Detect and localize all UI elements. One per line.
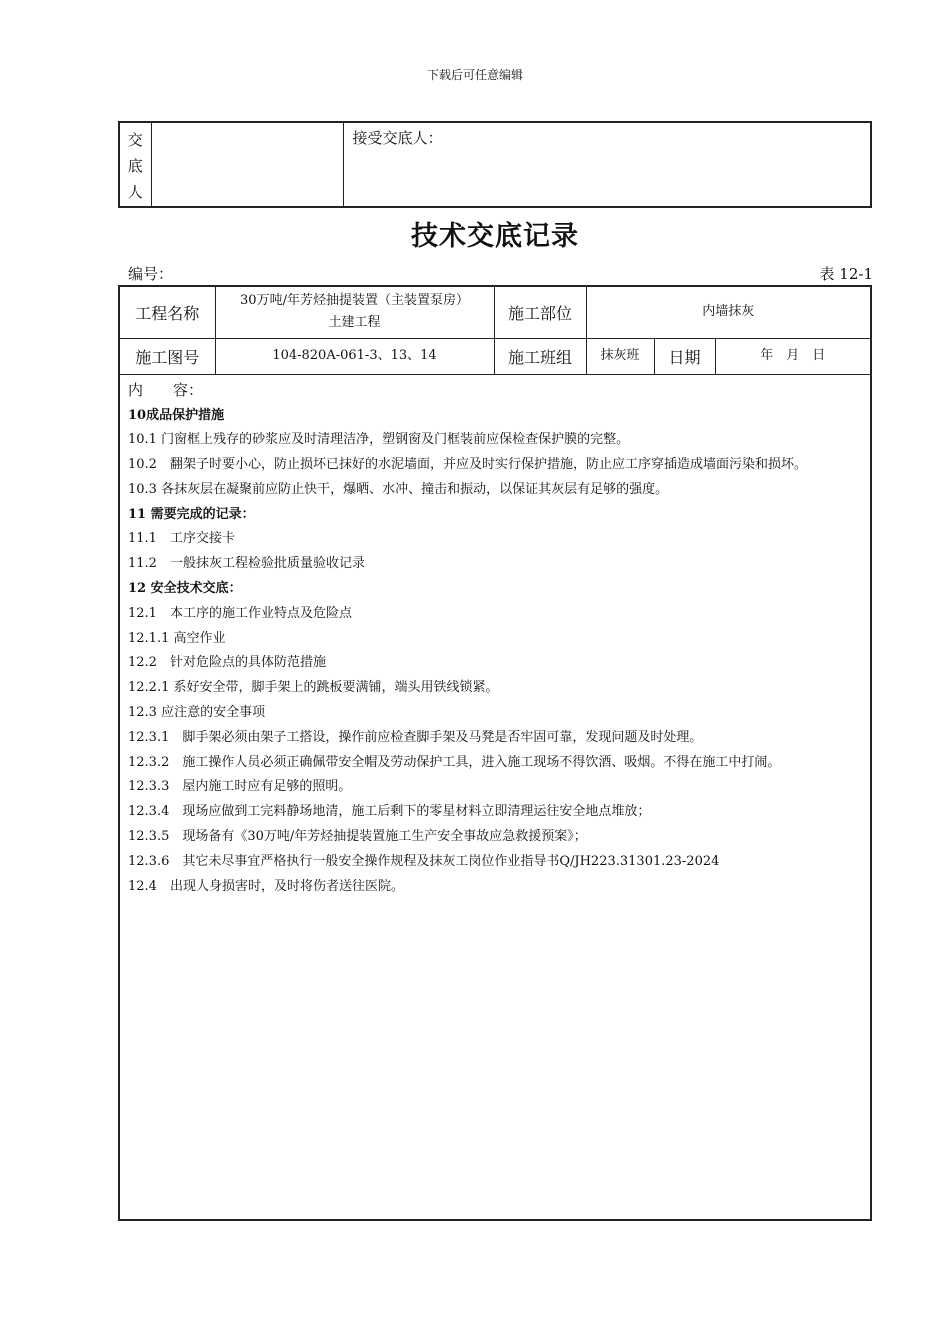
content-item: 12.4 出现人身损害时，及时将伤者送往医院。 xyxy=(128,878,404,894)
content-item: 12.3.1 脚手架必须由架子工搭设，操作前应检查脚手架及马凳是否牢固可靠，发现问题及时处理。 xyxy=(128,729,703,745)
content-item: 12.3.3 屋内施工时应有足够的照明。 xyxy=(128,779,352,795)
form-code: 表 12-1 xyxy=(819,265,873,283)
content-item: 10.3 各抹灰层在凝聚前应防止快干，爆晒、水冲、撞击和振动，以保证其灰层有足够的强度。 xyxy=(128,481,669,497)
handover-label-text xyxy=(120,127,151,205)
project-name-line2: 土建工程 xyxy=(328,315,381,331)
content-item: 12.3.6 其它未尽事宜严格执行一般安全操作规程及抹灰工岗位作业指导书Q/JH223.31301.23-2024 xyxy=(128,853,720,869)
content-item: 12.1.1 高空作业 xyxy=(128,630,226,646)
section-heading: 12 安全技术交底： xyxy=(128,581,242,597)
handover-label-char: 交 xyxy=(127,131,143,149)
project-name-value[interactable] xyxy=(215,286,494,338)
signature-table xyxy=(118,121,872,208)
content-item: 12.2 针对危险点的具体防范措施 xyxy=(128,655,326,671)
project-name-label: 工程名称 xyxy=(119,286,215,338)
content-cell xyxy=(119,374,871,1220)
content-item: 11.2 一般抹灰工程检验批质量验收记录 xyxy=(128,556,365,572)
project-name-line1: 30万吨/年芳烃抽提装置（主装置泵房） xyxy=(240,293,469,309)
date-value[interactable]: 年 月 日 xyxy=(715,338,871,374)
location-value[interactable]: 内墙抹灰 xyxy=(586,286,871,338)
content-item: 12.3.2 施工操作人员必须正确佩带安全帽及劳动保护工具，进入施工现场不得饮酒、吸烟。不得在施工中打闹。 xyxy=(128,754,781,770)
content-item: 10.2 翻架子时要小心，防止损坏已抹好的水泥墙面，并应及时实行保护措施，防止应工序穿插造成墙面污染和损坏。 xyxy=(128,457,807,473)
content-item: 12.2.1 系好安全带，脚手架上的跳板要满铺，端头用铁线锁紧。 xyxy=(128,680,499,696)
content-heading: 内 容： xyxy=(128,380,204,399)
page-title: 技术交底记录 xyxy=(411,221,579,252)
header-note: 下载后可任意编辑 xyxy=(426,68,523,82)
handover-label-char: 人 xyxy=(127,183,143,201)
content-item: 12.3.4 现场应做到工完料静场地清，施工后剩下的零星材料立即清理运往安全地点堆放； xyxy=(128,804,651,820)
handover-value-cell[interactable] xyxy=(151,122,343,207)
content-item: 12.1 本工序的施工作业特点及危险点 xyxy=(128,605,352,621)
content-item: 12.3.5 现场备有《30万吨/年芳烃抽提装置施工生产安全事故应急救援预案》； xyxy=(128,829,587,845)
serial-number-label: 编号： xyxy=(128,265,174,283)
team-value[interactable]: 抹灰班 xyxy=(586,338,654,374)
location-label: 施工部位 xyxy=(494,286,586,338)
handover-label xyxy=(119,122,151,207)
date-label: 日期 xyxy=(654,338,715,374)
receiver-cell[interactable] xyxy=(343,122,871,207)
drawing-number-value[interactable]: 104-820A-061-3、13、14 xyxy=(215,338,494,374)
content-item: 11.1 工序交接卡 xyxy=(128,531,235,547)
section-heading: 11 需要完成的记录： xyxy=(128,506,255,522)
drawing-number-label: 施工图号 xyxy=(119,338,215,374)
record-table xyxy=(118,285,872,1221)
content-item: 12.3 应注意的安全事项 xyxy=(128,705,266,721)
section-heading: 10成品保护措施 xyxy=(128,407,225,423)
handover-label-char: 底 xyxy=(127,157,143,175)
team-label: 施工班组 xyxy=(494,338,586,374)
content-lines xyxy=(128,404,862,900)
receiver-label: 接受交底人： xyxy=(352,129,443,147)
content-item: 10.1 门窗框上残存的砂浆应及时清理洁净，塑钢窗及门框装前应保检查保护膜的完整。 xyxy=(128,432,630,448)
